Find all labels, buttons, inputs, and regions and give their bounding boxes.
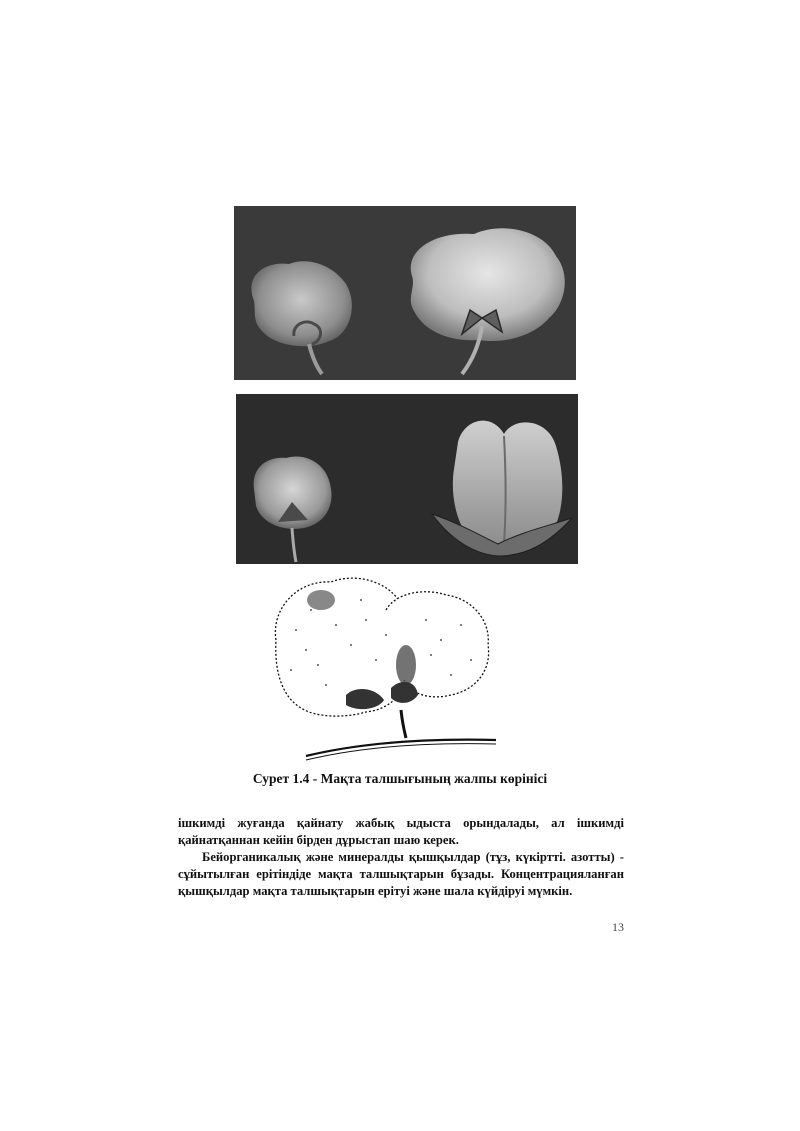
- cotton-boll-drawing-icon: [266, 570, 506, 764]
- page-number: 13: [612, 920, 624, 934]
- paragraph-1: ішкимді жуғанда қайнату жабық ыдыста орындалады, ал ішкимді қайнатқаннан кейін бірден дұрыстап шаю керек.: [178, 816, 624, 847]
- cotton-boll-photo-top: [234, 206, 576, 380]
- cotton-boll-photo-middle: [236, 394, 578, 564]
- cotton-boll-drawing: [266, 570, 506, 764]
- paragraph-2: Бейорганикалық және минералды қышқылдар (тұз, күкіртті. азотты) - сұйытылған ерітіндіде мақта талшықтарын бұзады. Концентрацияланған қышқылдар мақта талшықтарын ерітуі және шала күйдіруі мүмкін.: [178, 850, 624, 898]
- body-text: [178, 815, 624, 900]
- figure-caption: Сурет 1.4 - Мақта талшығының жалпы көрінісі: [252, 771, 548, 786]
- cotton-boll-photo-icon: [234, 206, 576, 380]
- cotton-boll-photo-icon: [236, 394, 578, 564]
